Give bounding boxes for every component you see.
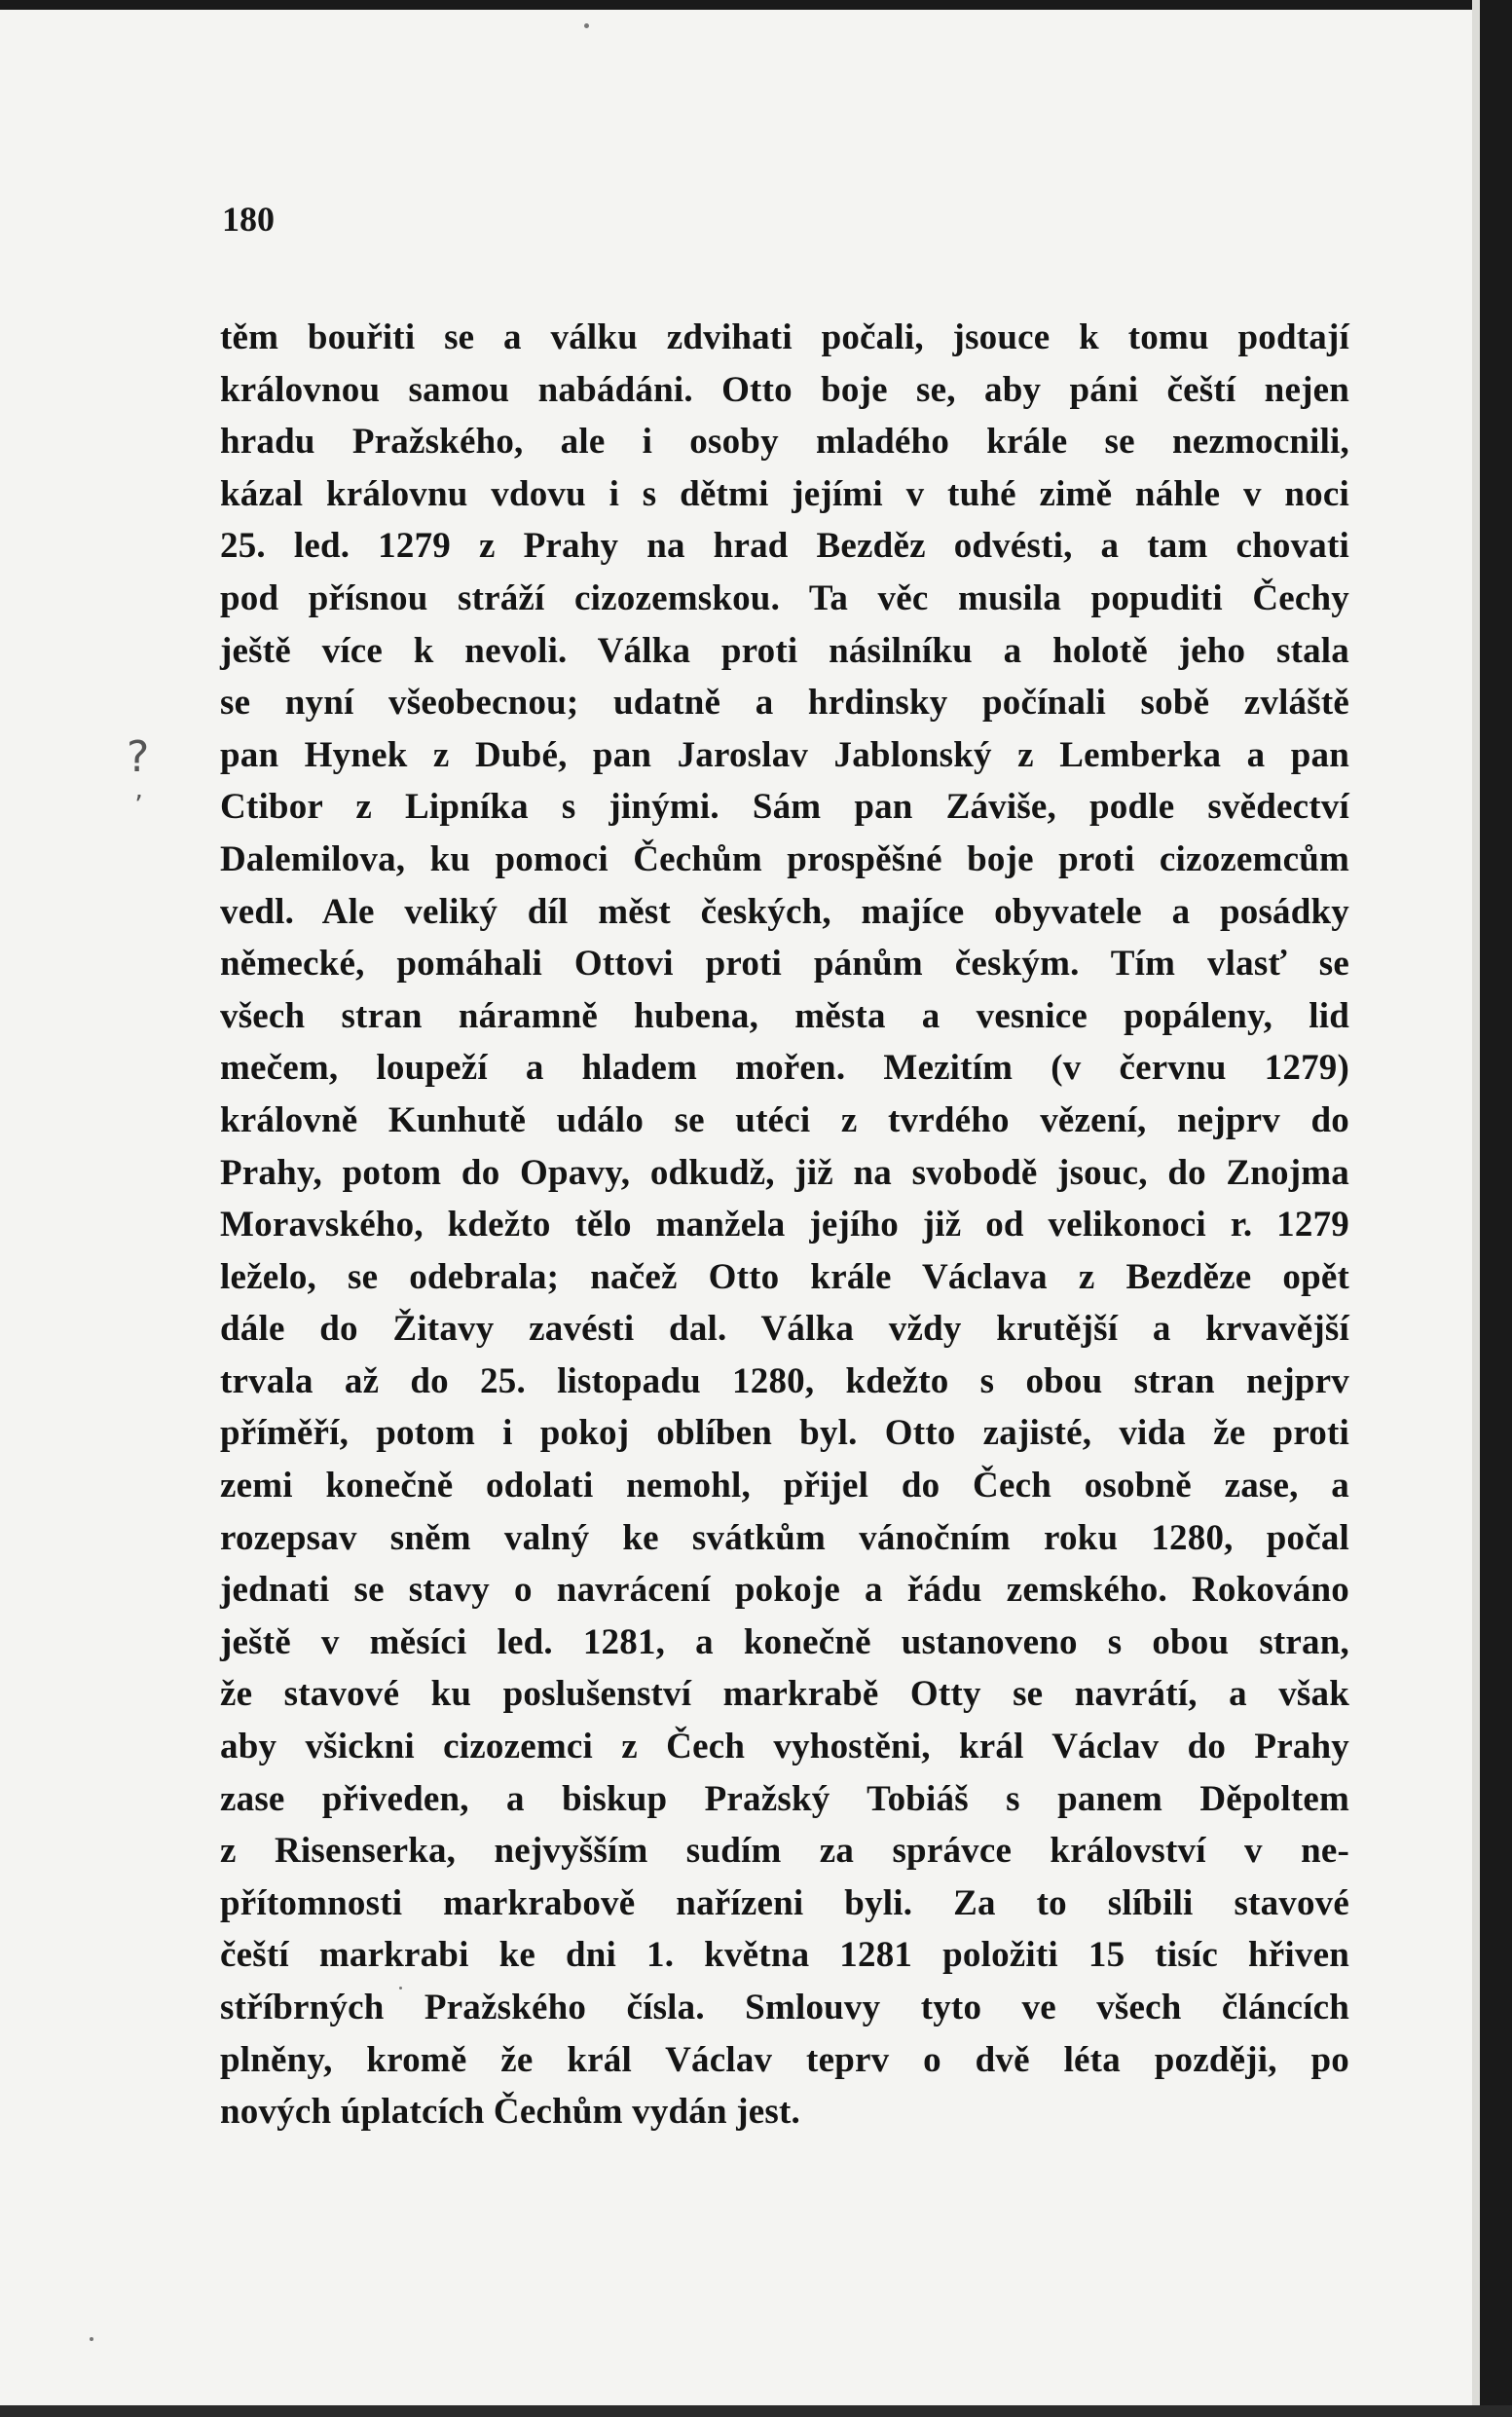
text-line: rozepsav sněm valný ke svátkům vánočním roku 1280, počal <box>220 1517 1349 1558</box>
text-line: příměří, potom i pokoj oblíben byl. Otto zajisté, vida že proti <box>220 1413 1349 1454</box>
text-line: pod přísnou stráží cizozemskou. Ta věc musila popuditi Čechy <box>220 577 1349 618</box>
scan-bottom-edge <box>0 2405 1512 2417</box>
margin-annotation: ’ <box>134 789 143 821</box>
text-line: Moravského, kdežto tělo manžela jejího již od velikonoci r. 1279 <box>220 1205 1349 1246</box>
text-line: ještě v měsíci led. 1281, a konečně ustanoveno s obou stran, <box>220 1621 1349 1662</box>
text-line: Dalemilova, ku pomoci Čechům prospěšné boje proti cizozemcům <box>220 838 1349 879</box>
text-line: že stavové ku poslušenství markrabě Otty se navrátí, a však <box>220 1674 1349 1715</box>
text-line: nových úplatcích Čechům vydán jest. <box>220 2092 800 2133</box>
scan-right-edge <box>1480 0 1512 2417</box>
text-line: aby všickni cizozemci z Čech vyhostěni, král Václav do Prahy <box>220 1727 1349 1767</box>
scan-top-edge <box>0 0 1512 10</box>
text-line: trvala až do 25. listopadu 1280, kdežto s obou stran nejprv <box>220 1360 1349 1401</box>
text-line: Prahy, potom do Opavy, odkudž, již na svobodě jsouc, do Znojma <box>220 1152 1349 1193</box>
text-line: hradu Pražského, ale i osoby mladého krále se nezmocnili, <box>220 422 1349 463</box>
text-line: ještě více k nevoli. Válka proti násilníku a holotě jeho stala <box>220 630 1349 671</box>
text-line: vedl. Ale veliký díl měst českých, majíce obyvatele a posádky <box>220 891 1349 932</box>
text-line: Ctibor z Lipníka s jinými. Sám pan Záviše, podle svědectví <box>220 787 1349 828</box>
text-line: všech stran náramně hubena, města a vesnice popáleny, lid <box>220 995 1349 1036</box>
text-line: kázal královnu vdovu i s dětmi jejími v tuhé zimě náhle v noci <box>220 473 1349 514</box>
text-line: těm bouřiti se a válku zdvihati počali, jsouce k tomu podtají <box>220 317 1349 357</box>
text-line: leželo, se odebrala; načež Otto krále Václava z Bezděze opět <box>220 1256 1349 1297</box>
scan-right-inner-edge <box>1472 0 1480 2417</box>
text-line: zemi konečně odolati nemohl, přijel do Čech osobně zase, a <box>220 1466 1349 1506</box>
text-line: královně Kunhutě událo se utéci z tvrdého vězení, nejprv do <box>220 1099 1349 1140</box>
text-line: zase přiveden, a biskup Pražský Tobiáš s panem Děpoltem <box>220 1778 1349 1819</box>
text-line: dále do Žitavy zavésti dal. Válka vždy krutější a krvavější <box>220 1309 1349 1350</box>
text-line: stříbrných Pražského čísla. Smlouvy tyto ve všech článcích <box>220 1988 1349 2027</box>
margin-annotation: ? <box>127 732 150 782</box>
text-line: z Risenserka, nejvyšším sudím za správce království v ne- <box>220 1831 1349 1872</box>
text-line: přítomnosti markrabově nařízeni byli. Za to slíbili stavové <box>220 1882 1349 1923</box>
text-line: čeští markrabi ke dni 1. května 1281 položiti 15 tisíc hřiven <box>220 1935 1349 1976</box>
page-number: 180 <box>222 200 275 239</box>
text-line: plněny, kromě že král Václav teprv o dvě léta později, po <box>220 2039 1349 2080</box>
scan-speck <box>90 2337 93 2341</box>
text-line: královnou samou nabádáni. Otto boje se, aby páni čeští nejen <box>220 369 1349 410</box>
text-line: pan Hynek z Dubé, pan Jaroslav Jablonský z Lemberka a pan <box>220 734 1349 775</box>
body-text <box>220 312 1349 2138</box>
text-line: jednati se stavy o navrácení pokoje a řádu zemského. Rokováno <box>220 1570 1349 1611</box>
text-line: 25. led. 1279 z Prahy na hrad Bezděz odvésti, a tam chovati <box>220 526 1349 567</box>
scan-speck <box>584 23 589 28</box>
text-line: se nyní všeobecnou; udatně a hrdinsky počínali sobě zvláště <box>220 683 1349 724</box>
text-line: mečem, loupeží a hladem mořen. Mezitím (v červnu 1279) <box>220 1048 1349 1089</box>
text-line: německé, pomáhali Ottovi proti pánům českým. Tím vlasť se <box>220 944 1349 985</box>
